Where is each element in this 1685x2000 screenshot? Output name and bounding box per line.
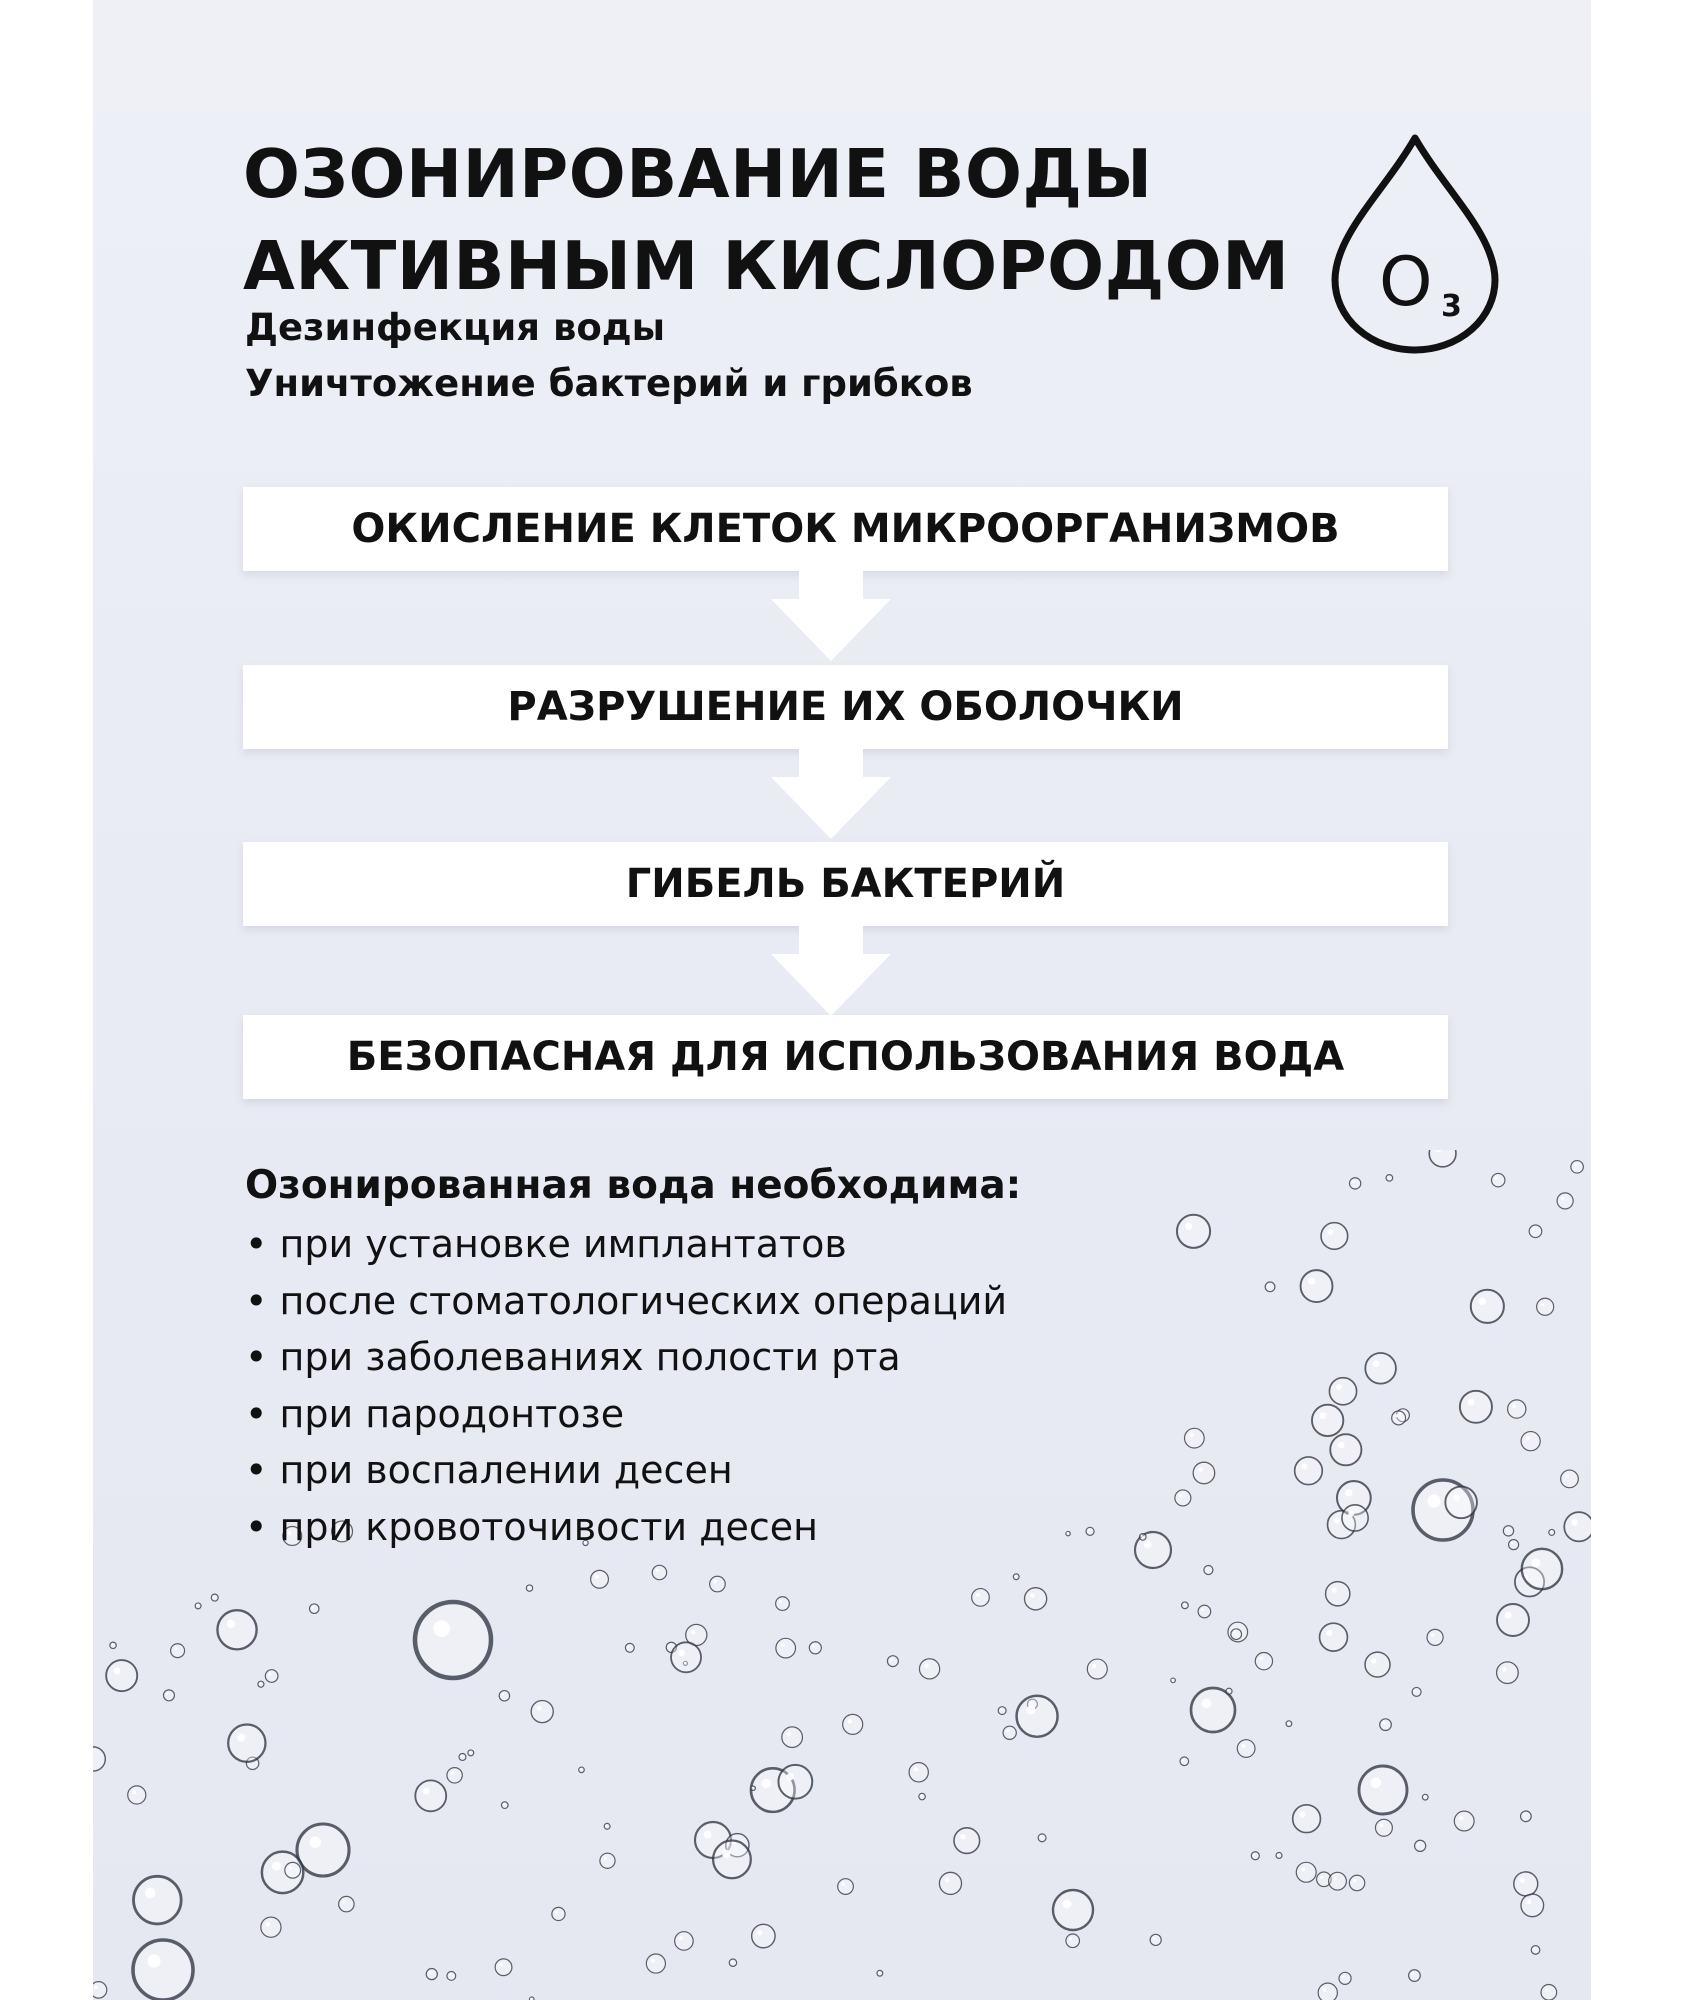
bubble: [1492, 1173, 1505, 1186]
bubble: [1571, 1161, 1584, 1174]
bubble: [1013, 1574, 1019, 1580]
bubble: [1509, 1540, 1519, 1550]
bubble: [501, 1802, 508, 1809]
list-item: • при воспалении десен: [245, 1442, 1007, 1499]
bubble: [729, 1959, 736, 1966]
bubble: [1508, 1400, 1526, 1418]
bubble: [887, 1656, 898, 1667]
arrow-down-icon: [771, 749, 891, 839]
bubble: [1422, 1794, 1428, 1800]
bubble: [93, 1982, 107, 1998]
bubble: [843, 1714, 863, 1734]
list-item: • при пародонтозе: [245, 1386, 1007, 1443]
bubble: [1537, 1298, 1554, 1315]
bubble: [217, 1610, 256, 1649]
bubble: [1171, 1678, 1176, 1683]
step-oxidation: ОКИСЛЕНИЕ КЛЕТОК МИКРООРГАНИЗМОВ: [243, 487, 1448, 571]
bubble: [652, 1565, 666, 1579]
bubble: [1349, 1178, 1360, 1189]
bubble: [495, 1959, 512, 1976]
bubble: [1339, 1972, 1351, 1984]
bubble: [751, 1786, 755, 1790]
bubble: [1150, 1934, 1161, 1945]
bubble: [1226, 1688, 1232, 1694]
bubble: [909, 1763, 928, 1782]
bubble: [1193, 1462, 1215, 1484]
bubble: [265, 1670, 278, 1683]
bubble: [600, 1853, 615, 1868]
bubble: [459, 1754, 466, 1761]
bubble: [1237, 1740, 1255, 1758]
bubble: [809, 1642, 821, 1654]
bubble: [1295, 1457, 1323, 1485]
bubble: [163, 1690, 174, 1701]
bubble: [1139, 1534, 1146, 1541]
bubble: [1380, 1719, 1392, 1731]
bubble: [106, 1660, 137, 1691]
bubble: [1522, 1549, 1562, 1589]
bubble: [1255, 1653, 1272, 1670]
bubble: [1185, 1428, 1205, 1448]
bubble: [675, 1932, 694, 1951]
bubble: [1445, 1487, 1477, 1519]
list-item: • при кровоточивости десен: [245, 1499, 1007, 1556]
bubble: [1497, 1662, 1519, 1684]
bubble: [1454, 1811, 1474, 1831]
bubble: [1321, 1223, 1348, 1250]
bubble: [1086, 1527, 1094, 1535]
bubble: [998, 1707, 1006, 1715]
bubble: [261, 1917, 281, 1937]
bubble: [1204, 1565, 1213, 1574]
bubble: [776, 1597, 790, 1611]
bubble: [499, 1691, 509, 1701]
bubble: [1326, 1582, 1350, 1606]
bubble: [1329, 1378, 1356, 1405]
bubble: [1375, 1819, 1392, 1836]
bubble: [228, 1724, 265, 1761]
bubble: [1251, 1852, 1259, 1860]
bubble: [93, 1747, 105, 1771]
bubble: [1392, 1411, 1406, 1425]
bubble: [447, 1971, 456, 1980]
list-item: • при установке имплантатов: [245, 1216, 1007, 1273]
bubble: [1365, 1353, 1396, 1384]
bubble: [782, 1727, 803, 1748]
ozone-drop-icon: [1325, 130, 1505, 355]
bubble: [1329, 1872, 1347, 1890]
bubble: [258, 1681, 264, 1687]
bubble: [877, 1970, 883, 1976]
bubble: [134, 1876, 182, 1924]
bubble: [1330, 1434, 1361, 1465]
bubble: [415, 1780, 446, 1811]
bubble: [1412, 1687, 1421, 1696]
arrow-down-icon: [771, 926, 891, 1016]
bubble: [671, 1642, 701, 1672]
bubble: [919, 1793, 925, 1799]
bubble: [710, 1576, 726, 1592]
bubble: [1564, 1512, 1591, 1541]
bubble: [752, 1924, 775, 1947]
bubble: [1296, 1862, 1316, 1882]
bubble: [1429, 1150, 1456, 1167]
bubble: [1265, 1282, 1275, 1292]
bubble: [285, 1862, 301, 1878]
subtitle-block: [245, 300, 973, 412]
bubble: [211, 1594, 218, 1601]
bubble: [1503, 1526, 1513, 1536]
bubble: [1427, 1629, 1443, 1645]
bubble: [1286, 1721, 1292, 1727]
bubble: [1549, 1529, 1555, 1535]
bubble: [415, 1602, 491, 1678]
bubble: [1349, 1875, 1364, 1890]
bubble: [1180, 1757, 1189, 1766]
list-item: • при заболеваниях полости рта: [245, 1329, 1007, 1386]
bubble: [447, 1768, 462, 1783]
bubble: [1561, 1470, 1579, 1488]
bubble: [1529, 1225, 1542, 1238]
bubble: [838, 1879, 854, 1895]
bubble: [778, 1765, 812, 1799]
bubble: [579, 1767, 585, 1773]
bubble: [1342, 1505, 1368, 1531]
subtitle-line-1: Дезинфекция воды: [245, 306, 666, 349]
bubble: [1557, 1193, 1573, 1209]
bubble: [1320, 1623, 1348, 1651]
bubble: [625, 1643, 634, 1652]
bubble: [1276, 1852, 1282, 1858]
bubble: [1541, 1984, 1557, 2000]
bubble: [776, 1638, 796, 1658]
bubble: [972, 1589, 990, 1607]
bubble: [1024, 1588, 1046, 1610]
subtitle-line-2: Уничтожение бактерий и грибков: [245, 362, 973, 405]
bubble: [531, 1700, 553, 1722]
bubble: [426, 1969, 437, 1980]
bubble: [1198, 1605, 1211, 1618]
step-safe-water: БЕЗОПАСНАЯ ДЛЯ ИСПОЛЬЗОВАНИЯ ВОДА: [243, 1015, 1448, 1099]
bubble: [1386, 1175, 1393, 1182]
title-line-2: АКТИВНЫМ КИСЛОРОДОМ: [243, 227, 1290, 305]
bubble: [1514, 1872, 1538, 1896]
bubble: [1521, 1432, 1540, 1451]
step-bacteria-death: ГИБЕЛЬ БАКТЕРИЙ: [243, 842, 1448, 926]
bubble: [1365, 1652, 1390, 1677]
bubble: [133, 1940, 193, 2000]
bubble: [939, 1872, 961, 1894]
bubble: [1471, 1290, 1504, 1323]
bubble: [1038, 1834, 1046, 1842]
bubble: [1003, 1726, 1016, 1739]
list-item: • после стоматологических операций: [245, 1273, 1007, 1330]
bubble: [1318, 1983, 1337, 2000]
bubble: [128, 1786, 146, 1804]
bubble: [1301, 1270, 1333, 1302]
bubble: [1359, 1766, 1407, 1814]
needs-list: [245, 1216, 1007, 1555]
bubble: [1497, 1604, 1529, 1636]
bubble: [552, 1907, 565, 1920]
title-line-1: ОЗОНИРОВАНИЕ ВОДЫ: [243, 135, 1153, 213]
bubble: [1231, 1629, 1242, 1640]
bubble: [339, 1896, 354, 1911]
bubble: [195, 1603, 201, 1609]
bubble: [1521, 1811, 1532, 1822]
bubble: [297, 1824, 349, 1876]
bubble: [604, 1823, 610, 1829]
bubble: [171, 1644, 185, 1658]
bubble: [1087, 1659, 1107, 1679]
bubble: [591, 1570, 609, 1588]
bubble: [954, 1828, 980, 1854]
bubble: [1293, 1805, 1321, 1833]
bubble: [1460, 1391, 1492, 1423]
bubble: [1066, 1934, 1080, 1948]
bubble: [713, 1841, 751, 1879]
ozone-letter: O: [1379, 243, 1433, 322]
ozone-subscript: 3: [1441, 289, 1462, 324]
step-membrane-destruction: РАЗРУШЕНИЕ ИХ ОБОЛОЧКИ: [243, 665, 1448, 749]
bubble: [1053, 1890, 1093, 1930]
bubble: [646, 1954, 665, 1973]
bubble: [1521, 1894, 1544, 1917]
bubble: [1531, 1946, 1540, 1955]
bubble: [309, 1604, 319, 1614]
bubble: [1175, 1490, 1191, 1506]
bubble: [468, 1750, 474, 1756]
page-title: [243, 128, 1289, 312]
bubble: [1312, 1405, 1343, 1436]
bubble: [1066, 1531, 1070, 1535]
bubble: [110, 1642, 116, 1648]
bubble: [919, 1659, 939, 1679]
bubble: [1409, 1970, 1421, 1982]
bubble: [1415, 1840, 1426, 1851]
arrow-down-icon: [771, 571, 891, 661]
needs-title: Озонированная вода необходима:: [245, 1163, 1022, 1208]
bubble: [1182, 1602, 1189, 1609]
bubble: [1177, 1215, 1210, 1248]
bubble: [1017, 1696, 1058, 1737]
bubble: [526, 1585, 532, 1591]
